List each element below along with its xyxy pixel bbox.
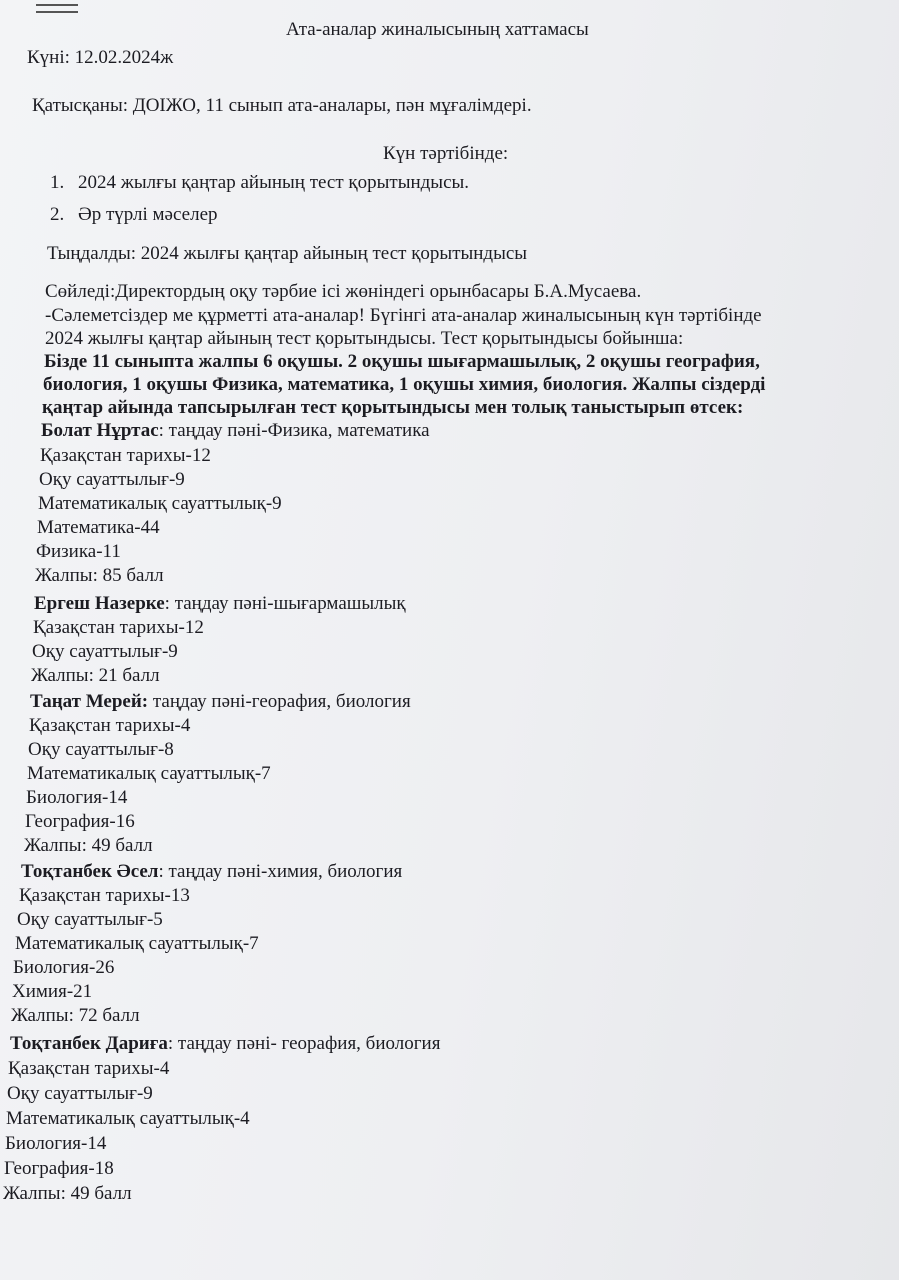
score-line: Математикалық сауаттылық-7 <box>15 933 259 954</box>
student-name: Тоқтанбек Әсел <box>21 861 159 882</box>
total-line: Жалпы: 21 балл <box>31 665 160 686</box>
score-line: Математикалық сауаттылық-4 <box>6 1108 250 1129</box>
agenda-heading: Күн тәртібінде: <box>383 143 509 164</box>
total-line: Жалпы: 72 балл <box>11 1005 140 1026</box>
student-choice: : таңдау пәні-шығармашылық <box>164 593 406 614</box>
student-heading <box>34 594 406 613</box>
agenda-item-number: 1. <box>50 172 65 193</box>
score-line: Оқу сауаттылығ-9 <box>7 1083 153 1104</box>
attendees-line: Қатысқаны: ДОІЖО, 11 сынып ата-аналары, пән мұғалімдері. <box>32 95 532 116</box>
score-line: Оқу сауаттылығ-5 <box>17 909 163 930</box>
score-line: Оқу сауаттылығ-8 <box>28 739 174 760</box>
score-line: Қазақстан тарихы-12 <box>40 445 211 466</box>
student-heading <box>30 692 411 711</box>
score-line: Оқу сауаттылығ-9 <box>39 469 185 490</box>
score-line: Химия-21 <box>12 981 93 1002</box>
student-heading <box>10 1034 440 1053</box>
student-name: Тоқтанбек Дариға <box>10 1033 168 1054</box>
score-line: География-18 <box>4 1158 114 1179</box>
agenda-item <box>50 205 218 224</box>
agenda-item-number: 2. <box>50 204 65 225</box>
student-choice: : таңдау пәні-Физика, математика <box>158 420 430 441</box>
score-line: Оқу сауаттылығ-9 <box>32 641 178 662</box>
score-line: Математикалық сауаттылық-7 <box>27 763 271 784</box>
speech-bold-line: Бізде 11 сыныпта жалпы 6 оқушы. 2 оқушы шығармашылық, 2 оқушы география, <box>44 351 760 372</box>
student-choice: таңдау пәні-георафия, биология <box>148 691 411 712</box>
student-name: Ергеш Назерке <box>34 593 165 614</box>
agenda-item-text: Әр түрлі мәселер <box>78 204 218 225</box>
total-line: Жалпы: 49 балл <box>24 835 153 856</box>
student-choice: : таңдау пәні-химия, биология <box>158 861 403 882</box>
score-line: Қазақстан тарихы-4 <box>29 715 191 736</box>
heard-line: Тыңдалды: 2024 жылғы қаңтар айының тест қорытындысы <box>47 243 528 264</box>
total-line: Жалпы: 85 балл <box>35 565 164 586</box>
score-line: География-16 <box>25 811 135 832</box>
agenda-item <box>50 173 469 192</box>
score-line: Математикалық сауаттылық-9 <box>38 493 282 514</box>
total-line: Жалпы: 49 балл <box>3 1183 132 1204</box>
score-line: Физика-11 <box>36 541 121 562</box>
speech-bold-line: қаңтар айында тапсырылған тест қорытындысы мен толық таныстырып өтсек: <box>42 397 744 418</box>
agenda-item-text: 2024 жылғы қаңтар айының тест қорытындысы. <box>78 172 470 193</box>
speech-bold-line: биология, 1 оқушы Физика, математика, 1 оқушы химия, биология. Жалпы сіздерді <box>43 374 766 395</box>
staple-mark <box>36 11 78 13</box>
speech-line: Сөйледі:Директордың оқу тәрбие ісі жөніндегі орынбасары Б.А.Мусаева. <box>45 281 642 302</box>
score-line: Математика-44 <box>37 517 160 538</box>
score-line: Биология-26 <box>13 957 115 978</box>
score-line: Қазақстан тарихы-13 <box>19 885 190 906</box>
staple-mark <box>36 4 78 6</box>
student-heading <box>41 421 430 440</box>
score-line: Қазақстан тарихы-12 <box>33 617 204 638</box>
student-name: Таңат Мерей: <box>30 691 149 712</box>
speech-line: -Сәлеметсіздер ме құрметті ата-аналар! Бүгінгі ата-аналар жиналысының күн тәртібінде <box>45 305 762 326</box>
score-line: Биология-14 <box>5 1133 107 1154</box>
student-choice: : таңдау пәні- георафия, биология <box>167 1033 441 1054</box>
meeting-date: Күні: 12.02.2024ж <box>27 47 174 68</box>
student-heading <box>21 862 402 881</box>
score-line: Қазақстан тарихы-4 <box>8 1058 170 1079</box>
document-title: Ата-аналар жиналысының хаттамасы <box>286 19 589 40</box>
speech-line: 2024 жылғы қаңтар айының тест қорытындысы. Тест қорытындысы бойынша: <box>45 328 684 349</box>
student-name: Болат Нұртас <box>41 420 159 441</box>
score-line: Биология-14 <box>26 787 128 808</box>
